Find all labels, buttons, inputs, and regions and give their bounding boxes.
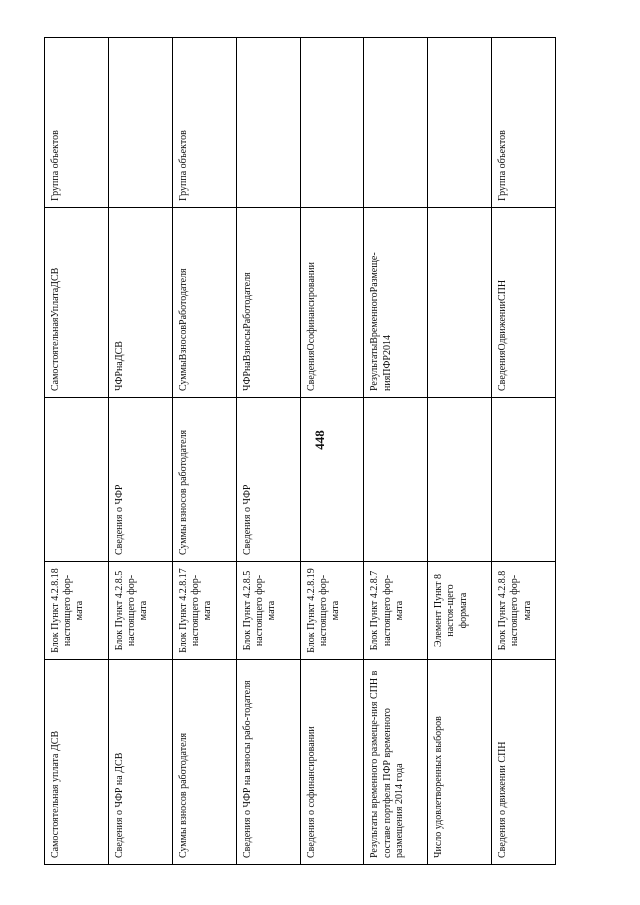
cell-type: [364, 398, 428, 562]
table-row: [364, 38, 428, 865]
table-row: [300, 38, 364, 865]
cell-type: [45, 398, 109, 562]
cell-kind: [300, 38, 364, 208]
cell-tag: РезультатыВременногоРазмеще-нияПФР2014: [364, 208, 428, 398]
table-row: [45, 38, 109, 865]
cell-location: Блок Пункт 4.2.8.19 настоящего фор-мата: [300, 562, 364, 660]
cell-type: Сведения о ЧФР: [236, 398, 300, 562]
cell-location: Блок Пункт 4.2.8.18 настоящего фор-мата: [45, 562, 109, 660]
cell-tag: ЧФРнаДСВ: [108, 208, 172, 398]
cell-name: Число удовлетворенных выборов: [428, 660, 492, 865]
cell-tag: ЧФРнаВзносыРаботодателя: [236, 208, 300, 398]
table-row: [492, 38, 556, 865]
cell-kind: Группа объектов: [492, 38, 556, 208]
cell-type: [300, 398, 364, 562]
cell-type: [492, 398, 556, 562]
cell-location: Блок Пункт 4.2.8.7 настоящего фор-мата: [364, 562, 428, 660]
cell-kind: Группа объектов: [172, 38, 236, 208]
cell-kind: [364, 38, 428, 208]
cell-name: Самостоятельная уплата ДСВ: [45, 660, 109, 865]
cell-tag: СамостоятельнаяУплатаДСВ: [45, 208, 109, 398]
cell-location: Блок Пункт 4.2.8.5 настоящего фор-мата: [236, 562, 300, 660]
format-table: [44, 37, 556, 865]
cell-kind: Группа объектов: [45, 38, 109, 208]
cell-name: Сведения о ЧФР на взносы рабо-тодателя: [236, 660, 300, 865]
cell-location: Элемент Пункт 8 настоя-щего формата: [428, 562, 492, 660]
cell-tag: СведенияОсофинансировании: [300, 208, 364, 398]
cell-type: Суммы взносов работодателя: [172, 398, 236, 562]
cell-kind: [236, 38, 300, 208]
page-number: 448: [312, 430, 327, 450]
cell-name: Сведения о софинансировании: [300, 660, 364, 865]
cell-tag: СведенияОдвиженииСПН: [492, 208, 556, 398]
cell-kind: [428, 38, 492, 208]
table-row: [108, 38, 172, 865]
table-row: [428, 38, 492, 865]
cell-tag: [428, 208, 492, 398]
cell-tag: СуммыВзносовРаботодателя: [172, 208, 236, 398]
cell-name: Сведения о движении СПН: [492, 660, 556, 865]
cell-name: Сведения о ЧФР на ДСВ: [108, 660, 172, 865]
cell-location: Блок Пункт 4.2.8.8 настоящего фор-мата: [492, 562, 556, 660]
cell-name: Суммы взносов работодателя: [172, 660, 236, 865]
cell-kind: [108, 38, 172, 208]
cell-type: Сведения о ЧФР: [108, 398, 172, 562]
cell-location: Блок Пункт 4.2.8.5 настоящего фор-мата: [108, 562, 172, 660]
cell-name: Результаты временного размеще-ния СПН в составе портфеля ПФР временного размещения 2014 года: [364, 660, 428, 865]
table-row: [172, 38, 236, 865]
table-row: [236, 38, 300, 865]
cell-type: [428, 398, 492, 562]
rotated-table-wrapper: [44, 38, 556, 865]
cell-location: Блок Пункт 4.2.8.17 настоящего фор-мата: [172, 562, 236, 660]
